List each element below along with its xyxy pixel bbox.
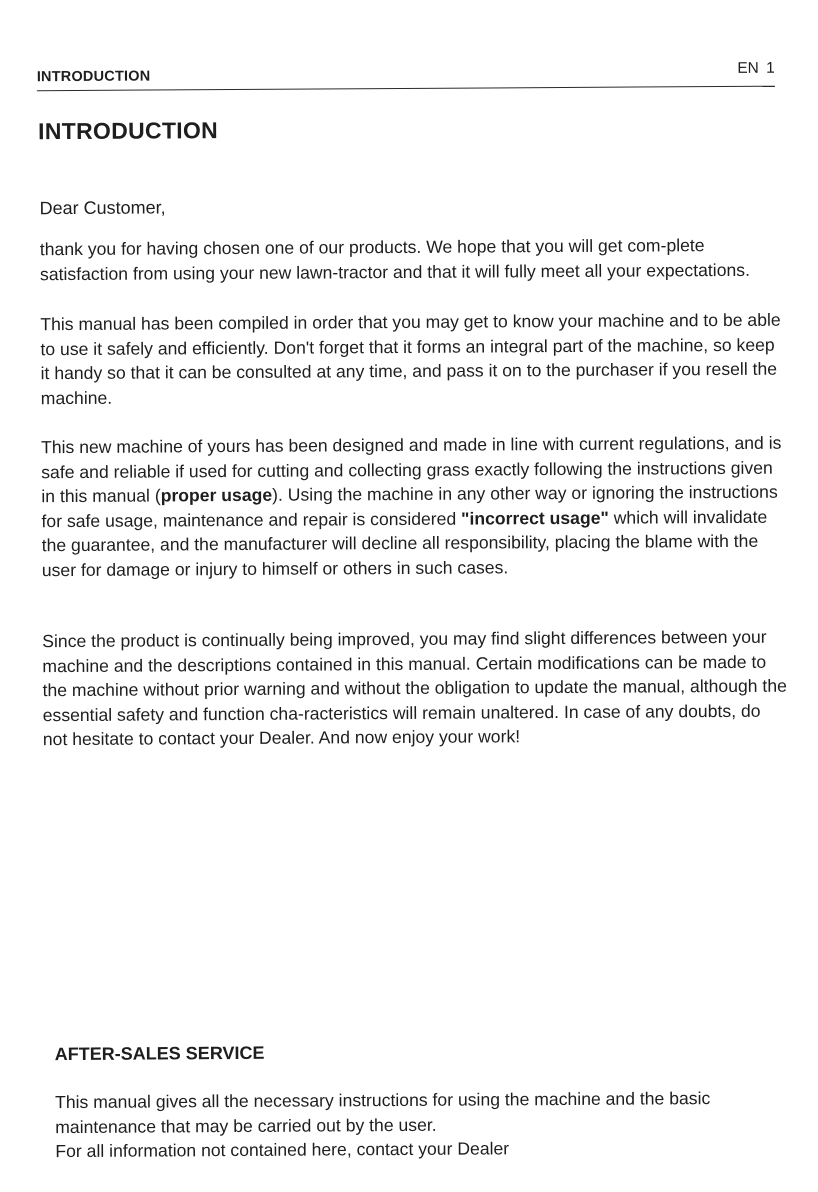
page-number: EN 1 (737, 59, 775, 77)
paragraph-thanks: thank you for having chosen one of our products. We hope that you will get com-plete satisfaction from using your new lawn-tractor and that it will fully meet all your expectations. (39, 235, 750, 284)
proper-usage-term: proper usage (160, 484, 273, 506)
running-header (37, 60, 775, 92)
paragraph-after-sales-instructions: This manual gives all the necessary instructions for using the machine and the basic maintenance that may be carried out by the user. (54, 1088, 711, 1137)
proper-usage-text-1: This new machine of yours has been designed and made in line with current regulations, and is safe and reliable if used for cutting and collecting grass exactly following the instructions given in this manual ( (40, 432, 782, 507)
paragraph-improvements: Since the product is continually being improved, you may find slight differences between your machine and the descriptions contained in this manual. Certain modifications can be made to the machine without prior warning and without the obligation to update the manual, although the essential safety and function cha-racteristics will remain unaltered. In case of any doubts, do not hesitate to contact your Dealer. And now enjoy your work! (42, 626, 787, 750)
after-sales-title: AFTER-SALES SERVICE (54, 1042, 265, 1065)
running-header-title: INTRODUCTION (36, 68, 151, 86)
paragraph-after-sales-contact: For all information not contained here, contact your Dealer (55, 1138, 510, 1162)
section-title: INTRODUCTION (38, 117, 219, 145)
proper-usage-text-3: which will invalidate the guarantee, and the manufacturer will decline all responsibility, placing the blame with the user for damage or injury to himself or others in such cases. (41, 506, 768, 581)
paragraph-proper-usage (41, 431, 787, 583)
salutation: Dear Customer, (39, 197, 166, 219)
paragraph-manual-purpose: This manual has been compiled in order that you may get to know your machine and to be able to use it safely and efficiently. Don't forget that it forms an integral part of the machine, so keep it handy so that it can be consulted at any time, and pass it on to the purchaser if you resell the machine. (40, 309, 781, 408)
proper-usage-text-2: ). Using the machine in any other way or ignoring the instructions for safe usage, maintenance and repair is considered (41, 481, 778, 531)
incorrect-usage-term: "incorrect usage" (461, 507, 609, 529)
